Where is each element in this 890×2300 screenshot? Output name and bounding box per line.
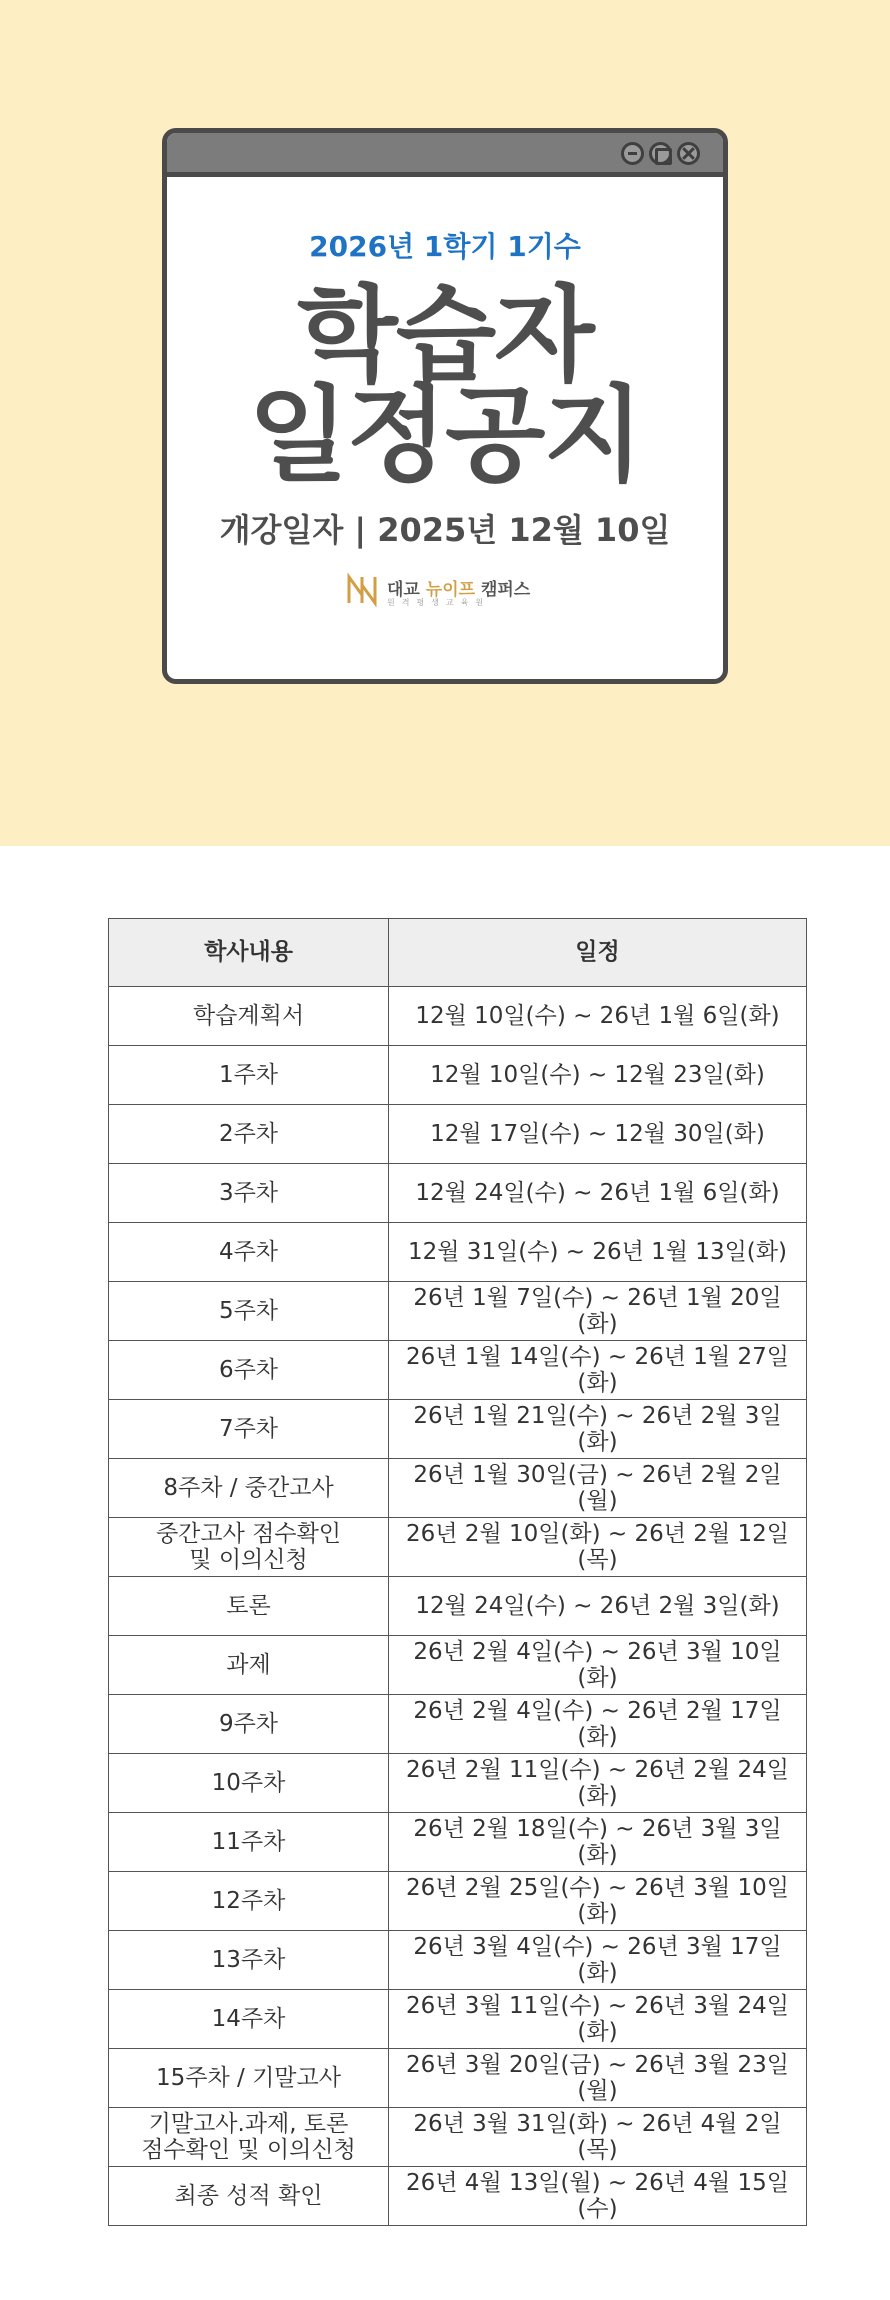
row-schedule-dates: 26년 2월 4일(수) ~ 26년 3월 10일(화)	[389, 1636, 807, 1695]
row-item-label: 8주차 / 중간고사	[109, 1459, 389, 1518]
table-row	[109, 1518, 807, 1577]
row-schedule-dates: 26년 2월 10일(화) ~ 26년 2월 12일(목)	[389, 1518, 807, 1577]
table-row	[109, 1754, 807, 1813]
table-row	[109, 2049, 807, 2108]
logo-subtext: 원격평생교육원	[387, 598, 491, 607]
row-schedule-dates: 12월 10일(수) ~ 12월 23일(화)	[389, 1046, 807, 1105]
table-row	[109, 987, 807, 1046]
table-row	[109, 1990, 807, 2049]
close-icon	[677, 142, 700, 165]
minimize-icon	[621, 142, 644, 165]
maximize-icon	[649, 142, 672, 165]
table-row	[109, 1400, 807, 1459]
hero-banner	[0, 0, 890, 846]
table-row	[109, 1164, 807, 1223]
row-schedule-dates: 26년 2월 11일(수) ~ 26년 2월 24일(화)	[389, 1754, 807, 1813]
table-row	[109, 1459, 807, 1518]
row-schedule-dates: 26년 2월 4일(수) ~ 26년 2월 17일(화)	[389, 1695, 807, 1754]
row-item-label: 기말고사.과제, 토론 점수확인 및 이의신청	[109, 2108, 389, 2167]
table-row	[109, 2167, 807, 2226]
table-row	[109, 1341, 807, 1400]
window-titlebar	[167, 133, 723, 177]
row-schedule-dates: 26년 3월 31일(화) ~ 26년 4월 2일(목)	[389, 2108, 807, 2167]
row-schedule-dates: 12월 17일(수) ~ 12월 30일(화)	[389, 1105, 807, 1164]
row-item-label: 11주차	[109, 1813, 389, 1872]
row-item-label: 토론	[109, 1577, 389, 1636]
table-row	[109, 2108, 807, 2167]
row-schedule-dates: 12월 10일(수) ~ 26년 1월 6일(화)	[389, 987, 807, 1046]
row-item-label: 10주차	[109, 1754, 389, 1813]
row-schedule-dates: 26년 2월 18일(수) ~ 26년 3월 3일(화)	[389, 1813, 807, 1872]
row-item-label: 5주차	[109, 1282, 389, 1341]
n-logo-icon	[345, 573, 379, 607]
row-schedule-dates: 26년 1월 30일(금) ~ 26년 2월 2일(월)	[389, 1459, 807, 1518]
row-schedule-dates: 26년 2월 25일(수) ~ 26년 3월 10일(화)	[389, 1872, 807, 1931]
semester-subtitle: 2026년 1학기 1기수	[309, 230, 581, 263]
row-item-label: 1주차	[109, 1046, 389, 1105]
row-item-label: 최종 성적 확인	[109, 2167, 389, 2226]
row-item-label: 학습계획서	[109, 987, 389, 1046]
table-row	[109, 1695, 807, 1754]
row-schedule-dates: 26년 1월 7일(수) ~ 26년 1월 20일(화)	[389, 1282, 807, 1341]
row-schedule-dates: 26년 1월 14일(수) ~ 26년 1월 27일(화)	[389, 1341, 807, 1400]
row-item-label: 14주차	[109, 1990, 389, 2049]
row-item-label: 과제	[109, 1636, 389, 1695]
row-item-label: 6주차	[109, 1341, 389, 1400]
row-schedule-dates: 26년 3월 4일(수) ~ 26년 3월 17일(화)	[389, 1931, 807, 1990]
row-item-label: 12주차	[109, 1872, 389, 1931]
column-header-item: 학사내용	[109, 919, 389, 987]
row-item-label: 3주차	[109, 1164, 389, 1223]
table-row	[109, 1046, 807, 1105]
row-item-label: 중간고사 점수확인 및 이의신청	[109, 1518, 389, 1577]
headline-line2: 일정공지	[248, 374, 642, 496]
logo-name: 대교 뉴이프 캠퍼스	[387, 580, 531, 600]
row-schedule-dates: 12월 31일(수) ~ 26년 1월 13일(화)	[389, 1223, 807, 1282]
row-schedule-dates: 26년 3월 11일(수) ~ 26년 3월 24일(화)	[389, 1990, 807, 2049]
row-item-label: 15주차 / 기말고사	[109, 2049, 389, 2108]
schedule-table	[108, 918, 807, 2226]
table-row	[109, 1931, 807, 1990]
row-item-label: 9주차	[109, 1695, 389, 1754]
row-item-label: 13주차	[109, 1931, 389, 1990]
table-row	[109, 1105, 807, 1164]
schedule-body	[109, 987, 807, 2226]
table-row	[109, 1223, 807, 1282]
opening-date: 개강일자 | 2025년 12월 10일	[219, 511, 671, 549]
row-schedule-dates: 26년 4월 13일(월) ~ 26년 4월 15일(수)	[389, 2167, 807, 2226]
column-header-schedule: 일정	[389, 919, 807, 987]
headline-line1: 학습자	[297, 274, 593, 396]
table-row	[109, 1872, 807, 1931]
campus-logo	[345, 573, 565, 613]
table-row	[109, 1813, 807, 1872]
row-item-label: 7주차	[109, 1400, 389, 1459]
row-schedule-dates: 26년 3월 20일(금) ~ 26년 3월 23일(월)	[389, 2049, 807, 2108]
table-row	[109, 1636, 807, 1695]
row-item-label: 2주차	[109, 1105, 389, 1164]
table-header-row	[109, 919, 807, 987]
row-schedule-dates: 12월 24일(수) ~ 26년 1월 6일(화)	[389, 1164, 807, 1223]
row-schedule-dates: 12월 24일(수) ~ 26년 2월 3일(화)	[389, 1577, 807, 1636]
table-row	[109, 1577, 807, 1636]
row-item-label: 4주차	[109, 1223, 389, 1282]
row-schedule-dates: 26년 1월 21일(수) ~ 26년 2월 3일(화)	[389, 1400, 807, 1459]
table-row	[109, 1282, 807, 1341]
window-frame	[162, 128, 728, 684]
